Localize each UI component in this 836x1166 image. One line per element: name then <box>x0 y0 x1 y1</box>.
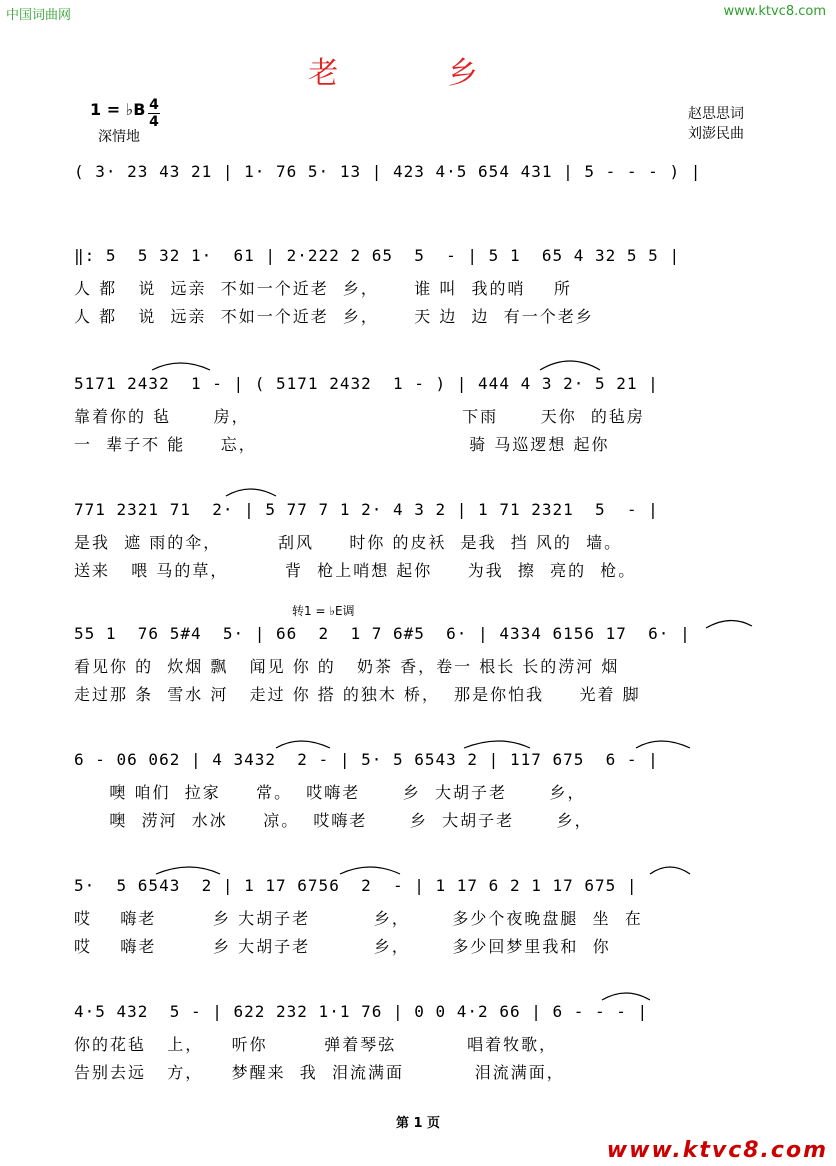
lyric-line-7b: 哎 嗨老 乡 大胡子老 乡， 多少回梦里我和 你 <box>74 937 611 956</box>
modulation-marking: 转1 = ♭E调 <box>292 604 355 618</box>
lyric-line-4a: 是我 遮 雨的伞， 刮风 时你 的皮袄 是我 挡 风的 墙。 <box>74 533 623 552</box>
lyric-line-8a: 你的花毡 上， 听你 弹着琴弦 唱着牧歌， <box>74 1035 558 1054</box>
lyricist: 赵思思词 <box>688 106 744 122</box>
notation-line-3: 5171 2432 1 - | ( 5171 2432 1 - ) | 444 4 3 2· 5 21 | <box>74 374 659 393</box>
notation-line-1: ( 3· 23 43 21 | 1· 76 5· 13 | 423 4·5 654 431 | 5 - - - ) | <box>74 162 702 181</box>
time-bottom: 4 <box>149 114 159 130</box>
credits <box>688 104 744 144</box>
time-top: 4 <box>149 97 159 113</box>
lyric-line-5b: 走过那 条 雪水 河 走过 你 搭 的独木 桥， 那是你怕我 光着 脚 <box>74 685 641 704</box>
lyric-line-6a: 噢 咱们 拉家 常。 哎嗨老 乡 大胡子老 乡， <box>74 783 586 802</box>
site-name-left[interactable]: 中国词曲网 <box>6 8 72 23</box>
key-signature: 1 = ♭B <box>90 100 146 119</box>
lyric-line-2a: 人 都 说 远亲 不如一个近老 乡， 谁 叫 我的哨 所 <box>74 279 572 298</box>
lyric-line-3a: 靠着你的 毡 房， 下雨 天你 的毡房 <box>74 407 645 426</box>
tempo-marking: 深情地 <box>98 129 140 145</box>
time-signature <box>148 98 160 129</box>
page-number: 第 1 页 <box>395 1116 441 1131</box>
notation-line-2: ‖: 5 5 32 1· 61 | 2·222 2 65 5 - | 5 1 65 4 32 5 5 | <box>74 246 681 265</box>
lyric-line-2b: 人 都 说 远亲 不如一个近老 乡， 天 边 边 有一个老乡 <box>74 307 594 326</box>
notation-line-5: 55 1 76 5#4 5· | 66 2 1 7 6#5 6· | 4334 6156 17 6· | <box>74 624 691 643</box>
lyric-line-6b: 噢 涝河 水冰 凉。 哎嗨老 乡 大胡子老 乡， <box>74 811 593 830</box>
watermark-logo: www.ktvc8.com <box>606 1138 828 1163</box>
lyric-line-7a: 哎 嗨老 乡 大胡子老 乡， 多少个夜晚盘腿 坐 在 <box>74 909 643 928</box>
notation-line-4: 771 2321 71 2· | 5 77 7 1 2· 4 3 2 | 1 71 2321 5 - | <box>74 500 659 519</box>
lyric-line-3b: 一 辈子不 能 忘， 骑 马巡逻想 起你 <box>74 435 610 454</box>
site-url-right[interactable]: www.ktvc8.com <box>723 4 826 19</box>
lyric-line-5a: 看见你 的 炊烟 飘 闻见 你 的 奶茶 香，卷一 根长 长的涝河 烟 <box>74 657 620 676</box>
lyric-line-8b: 告别去远 方， 梦醒来 我 泪流满面 泪流满面， <box>74 1063 565 1082</box>
song-title: 老 乡 <box>308 56 528 91</box>
lyric-line-4b: 送来 喂 马的草， 背 枪上哨想 起你 为我 擦 亮的 枪。 <box>74 561 637 580</box>
notation-line-8: 4·5 432 5 - | 622 232 1·1 76 | 0 0 4·2 66 | 6 - - - | <box>74 1002 649 1021</box>
notation-line-6: 6 - 06 062 | 4 3432 2 - | 5· 5 6543 2 | 117 675 6 - | <box>74 750 659 769</box>
notation-line-7: 5· 5 6543 2 | 1 17 6756 2 - | 1 17 6 2 1 17 675 | <box>74 876 638 895</box>
composer: 刘澎民曲 <box>688 126 744 142</box>
